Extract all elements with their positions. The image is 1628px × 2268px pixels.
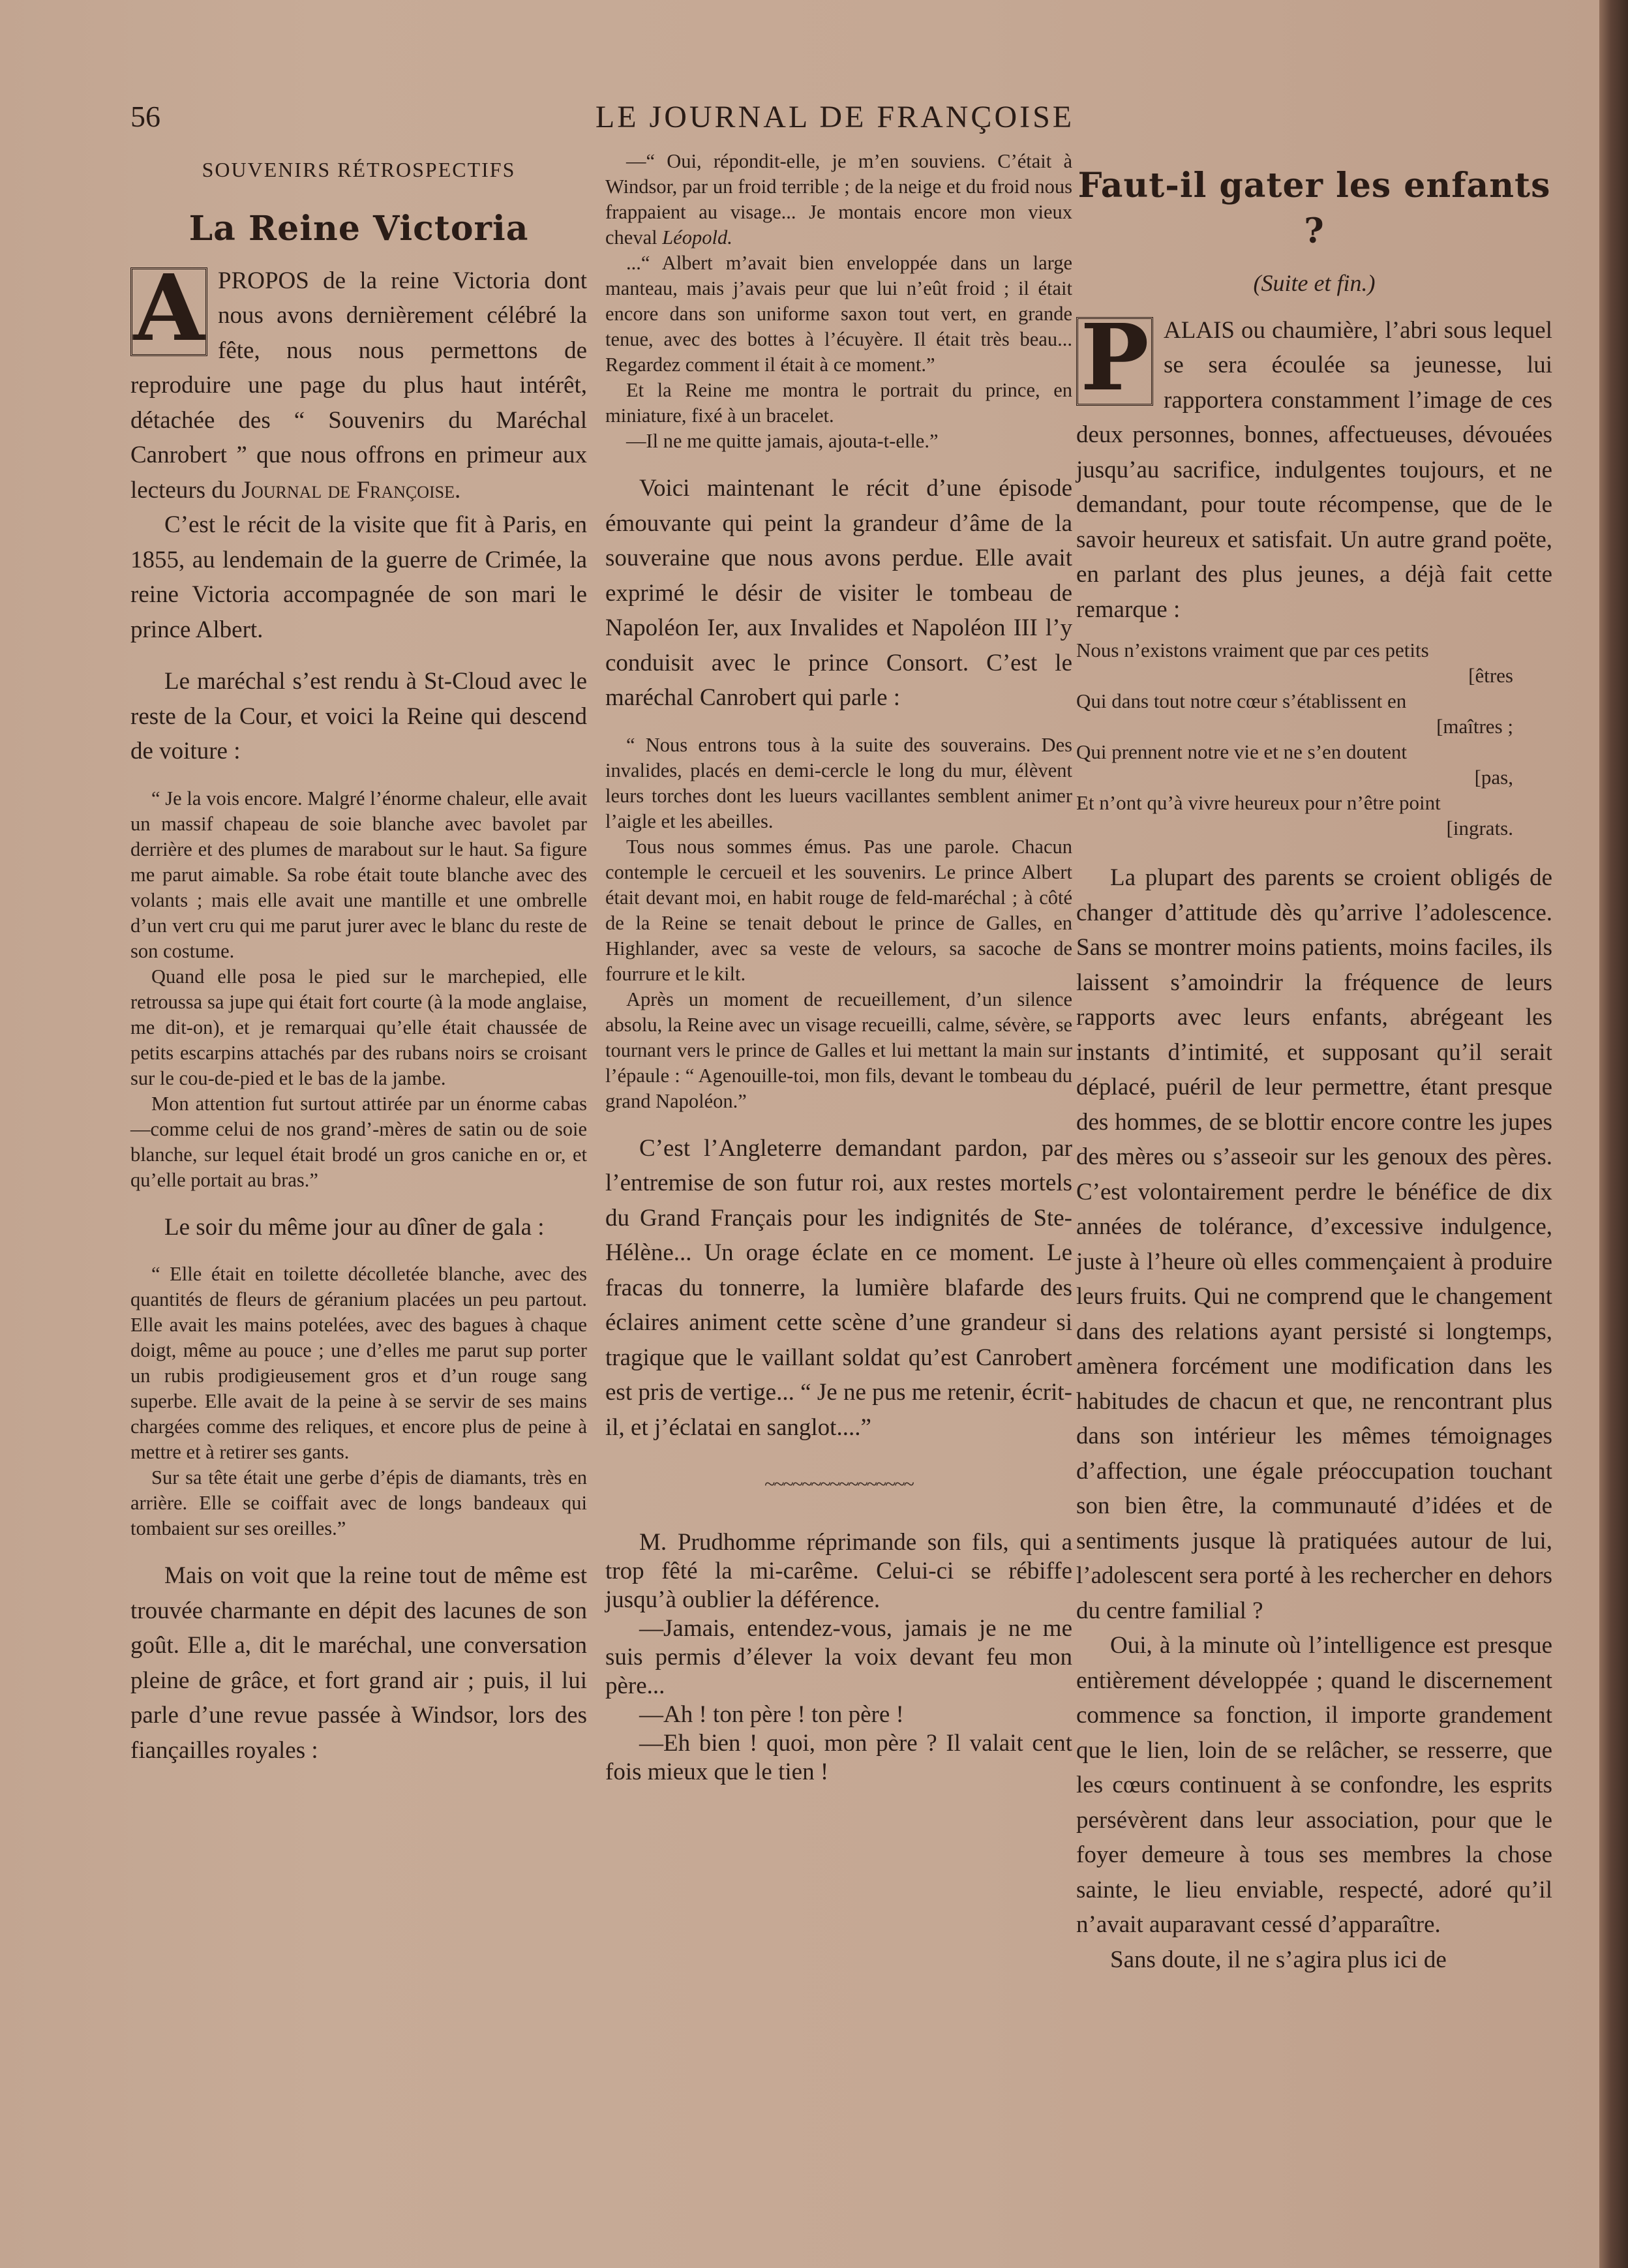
anecdote-paragraph: —Jamais, entendez-vous, jamais je ne me suis permis d’élever la voix devant feu mon père... [605, 1614, 1072, 1699]
article-title-enfants: Faut-il gater les enfants ? [1078, 166, 1551, 251]
quote-block [130, 1262, 587, 1541]
article-kicker: SOUVENIRS RÉTROSPECTIFS [202, 158, 516, 181]
dropcap-a: A [130, 267, 207, 356]
paragraph: Le soir du même jour au dîner de gala : [164, 1213, 545, 1241]
verse-line: Qui dans tout notre cœur s’établissent en [1076, 689, 1407, 712]
quote-paragraph: Quand elle posa le pied sur le marchepied, elle retroussa sa jupe qui était fort courte (à la mode anglaise, me dit-on), et je remarquai qu’elle était chaussée de petits escarpins attachés par des rubans noirs se croisant sur le cou-de-pied et le bas de la jambe. [130, 965, 587, 1089]
paragraph: Voici maintenant le récit d’une épisode émouvante qui peint la grandeur d’âme de la souveraine que nous avons perdue. Elle avait exprimé le désir de visiter le tombeau de Napoléon Ier, aux Invalides et Napoléon III l’y conduisit avec le prince Consort. C’est le maréchal Canrobert qui parle : [605, 475, 1072, 711]
quote-paragraph: Et la Reine me montra le portrait du prince, en miniature, fixé à un bracelet. [605, 379, 1072, 427]
column-2 [605, 149, 1072, 1787]
verse-line: Qui prennent notre vie et ne s’en doutent [1076, 740, 1408, 763]
quote-paragraph: ...“ Albert m’avait bien enveloppée dans un large manteau, mais j’avais peur que lui n’eût froid ; il était encore dans son uniforme saxon tout vert, en grande tenue, avec des bottes à l’écuyère. Il était très beau... Regardez comment il était à ce moment.” [605, 252, 1072, 376]
paragraph: Sans doute, il ne s’agira plus ici de [1110, 1946, 1447, 1973]
verse-continuation: [pas, [1474, 766, 1513, 789]
journal-title: LE JOURNAL DE FRANÇOISE [595, 100, 1075, 134]
anecdote-paragraph: —Eh bien ! quoi, mon père ? Il valait cent fois mieux que le tien ! [605, 1729, 1072, 1785]
quote-paragraph: Sur sa tête était une gerbe d’épis de diamants, très en arrière. Elle se coiffait avec de longs bandeaux qui tombaient sur ses oreilles.” [130, 1466, 587, 1539]
article-intro-paragraph: A PROPOS de la reine Victoria dont nous avons dernièrement célébré la fête, nous nous permettons de reproduire une page du plus haut intérêt, détachée des “ Souvenirs du Maréchal Canrobert ” que nous offrons en primeur aux lecteurs du Journal de Françoise. [130, 254, 587, 504]
verse-continuation: [êtres [1468, 664, 1513, 687]
dropcap-p: P [1076, 317, 1153, 406]
page-binding-edge [1599, 0, 1628, 2268]
verse-line: Et n’ont qu’à vivre heureux pour n’être point [1076, 791, 1441, 814]
anecdote-paragraph: —Ah ! ton père ! ton père ! [639, 1701, 904, 1728]
quote-paragraph: —“ Oui, répondit-elle, je m’en souviens. C’était à Windsor, par un froid terrible ; de la neige et du froid nous frappaient au visage... Je montais encore mon vieux cheval Léopold. [605, 150, 1072, 249]
paragraph: Oui, à la minute où l’intelligence est presque entièrement développée ; quand le discernement commence sa fonction, il importe grandement que le lien, loin de se relâcher, se resserre, que les cœurs continuent à se confondre, les esprits persévèrent dans leur association, pour que le foyer demeure à tous ses membres la chose sainte, le lieu enviable, respecté, adoré qu’il n’avait auparavant cessé d’apparaître. [1076, 1632, 1552, 1938]
anecdote-paragraph: M. Prudhomme réprimande son fils, qui a trop fêté la mi-carême. Celui-ci se rébiffe jusqu’à oublier la déférence. [605, 1528, 1072, 1613]
verse-block [1076, 637, 1552, 841]
quote-paragraph: “ Nous entrons tous à la suite des souverains. Des invalides, placés en demi-cercle le long du mur, élèvent leurs torches dont les lueurs vacillantes semblent animer l’aigle et les abeilles. [605, 733, 1072, 832]
page-number: 56 [130, 100, 160, 133]
paragraph: Mais on voit que la reine tout de même est trouvée charmante en dépit des lacunes de son goût. Elle a, dit le maréchal, une conversation pleine de grâce, et fort grand air ; puis, il lui parle d’une revue passée à Windsor, lors des fiançailles royales : [130, 1562, 587, 1764]
verse-line: Nous n’existons vraiment que par ces petits [1076, 639, 1429, 661]
quote-block [605, 733, 1072, 1114]
article-title-victoria: La Reine Victoria [188, 208, 529, 249]
quote-paragraph: —Il ne me quitte jamais, ajouta-t-elle.” [626, 430, 939, 452]
quote-block [130, 786, 587, 1193]
page-header [130, 99, 1539, 138]
quote-paragraph: Mon attention fut surtout attirée par un énorme cabas—comme celui de nos grand’-mères de satin ou de soie blanche, sur lequel était brodé un gros caniche en or, et qu’elle portait au bras.” [130, 1092, 587, 1191]
quote-paragraph: “ Je la vois encore. Malgré l’énorme chaleur, elle avait un massif chapeau de soie blanche avec bavolet par derrière et des plumes de marabout sur le haut. Sa figure me parut aimable. Sa robe était toute blanche avec des volants ; mais elle avait une mantille et une ombrelle d’un vert cru qui me parut jurer avec le blanc du reste de son costume. [130, 787, 587, 962]
quote-block [605, 149, 1072, 454]
section-divider: ~~~~~~~~~~~~~~~~ [764, 1474, 913, 1495]
paragraph: C’est l’Angleterre demandant pardon, par l’entremise de son futur roi, aux restes mortels du Grand Français pour les indignités de Ste-Hélène... Un orage éclate en ce moment. Le fracas du tonnerre, la lumière blafarde des éclaires animent cette scène d’une grandeur si tragique que le vaillant soldat qu’est Canrobert est pris de vertige... “ Je ne pus me retenir, écrit-il, et j’éclatai en sanglot....” [605, 1134, 1072, 1441]
verse-continuation: [ingrats. [1446, 817, 1513, 839]
quote-paragraph: “ Elle était en toilette décolletée blanche, avec des quantités de fleurs de géranium placées un peu partout. Elle avait les mains potelées, avec des bagues à chaque doigt, même au pouce ; une d’elles me parut sup porter un rubis prodigieusement gros et d’un rouge sang superbe. Elle avait de la peine à se servir de ses mains chargées comme des reliques, et encore plus de peine à mettre et à retirer ses gants. [130, 1263, 587, 1463]
paragraph: C’est le récit de la visite que fit à Paris, en 1855, au lendemain de la guerre de Crimée, la reine Victoria accompagnée de son mari le prince Albert. [130, 511, 587, 643]
column-3 [1076, 149, 1552, 1977]
quote-paragraph: Après un moment de recueillement, d’un silence absolu, la Reine avec un visage recueilli, calme, sévère, se tournant vers le prince de Galles et lui mettant la main sur l’épaule : “ Agenouille-toi, mon fils, devant le tombeau du grand Napoléon.” [605, 988, 1072, 1112]
quote-paragraph: Tous nous sommes émus. Pas une parole. Chacun contemple le cercueil et les souvenirs. Le prince Albert était devant moi, en habit rouge de feld-maréchal ; à côté de la Reine se tenait debout le prince de Galles, en Highlander, avec sa veste de velours, sa sacoche de fourrure et le kilt. [605, 835, 1072, 985]
verse-continuation: [maîtres ; [1436, 715, 1513, 738]
article-subtitle: (Suite et fin.) [1253, 270, 1376, 296]
anecdote [605, 1528, 1072, 1787]
paragraph: La plupart des parents se croient obligés de changer d’attitude dès qu’arrive l’adolescence. Sans se montrer moins patients, moins faciles, ils laissent s’amoindrir la fréquence de leurs rapports avec leurs enfants, abrégeant les instants d’intimité, et supposant qu’il serait déplacé, puéril de leur permettre, étant presque des hommes, de se blottir encore contre les jupes des mères ou s’asseoir sur les genoux des pères. C’est volontairement perdre le bénéfice de dix années de tolérance, d’excessive indulgence, juste à l’heure où elles commençaient à produire leurs fruits. Qui ne comprend que le changement dans des relations ayant persisté si longtemps, amènera forcément une modification dans les habitudes de chacun et que, ne rencontrant plus dans son intérieur les mêmes témoignages d’affection, une égale préoccupation touchant son bien être, la communauté d’idées et de sentiments jusque là pratiquées autour de lui, l’adolescent sera porté à les rechercher en dehors du centre familial ? [1076, 864, 1552, 1624]
paragraph: Le maréchal s’est rendu à St-Cloud avec le reste de la Cour, et voici la Reine qui descend de voiture : [130, 668, 587, 764]
article-intro-paragraph: P ALAIS ou chaumière, l’abri sous lequel se sera écoulée sa jeunesse, lui rapportera constamment l’image de ces deux personnes, bonnes, affectueuses, dévouées jusqu’au sacrifice, indulgentes toujours, et ne demandant, pour toute récompense, que de le savoir heureux et satisfait. Un autre grand poëte, en parlant des plus jeunes, a déjà fait cette remarque : [1076, 304, 1552, 623]
column-1 [130, 149, 587, 1768]
